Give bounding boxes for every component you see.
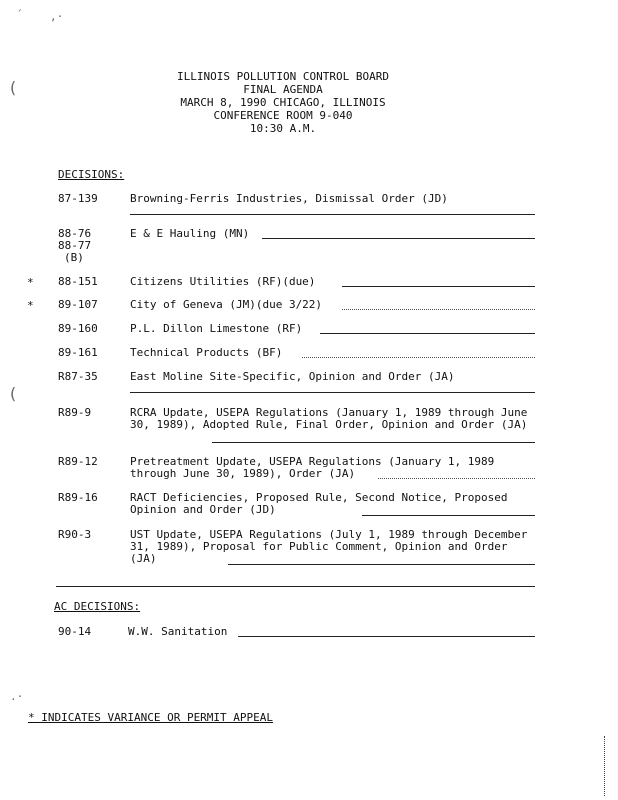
item-number: R87-35: [58, 370, 98, 383]
variance-star: *: [27, 276, 34, 289]
signature-line: [320, 333, 535, 334]
agenda-title: FINAL AGENDA: [243, 83, 323, 96]
item-number: R90-3: [58, 528, 92, 541]
signature-line: [378, 478, 535, 479]
item-description: P.L. Dillon Limestone (RF): [130, 322, 303, 335]
item-description: RACT Deficiencies, Proposed Rule, Second Notice, Proposed Opinion and Order (JD): [130, 491, 508, 516]
item-number: 89-160: [58, 322, 98, 335]
item-number: 87-139: [58, 192, 98, 205]
item-description: Technical Products (BF): [130, 346, 283, 359]
item-number: R89-16: [58, 491, 98, 504]
signature-line: [130, 214, 535, 215]
variance-star: *: [27, 299, 34, 312]
footnote: * INDICATES VARIANCE OR PERMIT APPEAL: [28, 711, 274, 724]
item-description: Browning-Ferris Industries, Dismissal Order (JD): [130, 192, 448, 205]
ac-item-description: W.W. Sanitation: [128, 625, 228, 638]
item-number: 89-107: [58, 298, 98, 311]
item-description: Citizens Utilities (RF)(due): [130, 275, 316, 288]
meeting-time: 10:30 A.M.: [249, 122, 317, 135]
item-number: 88-151: [58, 275, 98, 288]
signature-line: [302, 357, 535, 358]
signature-line: [342, 286, 535, 287]
scan-mark: .·: [10, 690, 24, 703]
item-number-2: 88-77: [58, 239, 92, 252]
item-description: City of Geneva (JM)(due 3/22): [130, 298, 323, 311]
punch-hole-mark: (: [8, 78, 18, 97]
item-number: R89-9: [58, 406, 92, 419]
signature-line: [342, 309, 535, 310]
meeting-date-location: MARCH 8, 1990 CHICAGO, ILLINOIS: [180, 96, 386, 109]
signature-line: [130, 392, 535, 393]
ac-decisions-heading: AC DECISIONS:: [54, 600, 141, 613]
scan-mark: ´: [16, 8, 23, 21]
meeting-room: CONFERENCE ROOM 9-040: [213, 109, 353, 122]
item-description: RCRA Update, USEPA Regulations (January 1, 1989 through June 30, 1989), Adopted Rule, Final Order, Opinion and Order (JA): [130, 406, 528, 431]
signature-line: [362, 515, 535, 516]
signature-line: [212, 442, 535, 443]
scan-edge: [604, 736, 606, 796]
item-number: R89-12: [58, 455, 98, 468]
section-separator: [56, 586, 535, 587]
item-description: East Moline Site-Specific, Opinion and Order (JA): [130, 370, 455, 383]
punch-hole-mark: (: [8, 384, 18, 403]
board-name: ILLINOIS POLLUTION CONTROL BOARD: [177, 70, 389, 83]
signature-line: [262, 238, 535, 239]
item-number: 88-76: [58, 227, 92, 240]
signature-line: [228, 564, 535, 565]
decisions-heading: DECISIONS:: [58, 168, 125, 181]
signature-line: [238, 636, 535, 637]
ac-item-number: 90-14: [58, 625, 92, 638]
item-description: Pretreatment Update, USEPA Regulations (January 1, 1989 through June 30, 1989), Order (JA): [130, 455, 495, 480]
scan-mark: ,·: [50, 10, 64, 23]
item-number-3: (B): [64, 251, 84, 264]
item-number: 89-161: [58, 346, 98, 359]
item-description: UST Update, USEPA Regulations (July 1, 1989 through December 31, 1989), Proposal for Public Comment, Opinion and Order (JA): [130, 528, 528, 565]
item-description: E & E Hauling (MN): [130, 227, 250, 240]
